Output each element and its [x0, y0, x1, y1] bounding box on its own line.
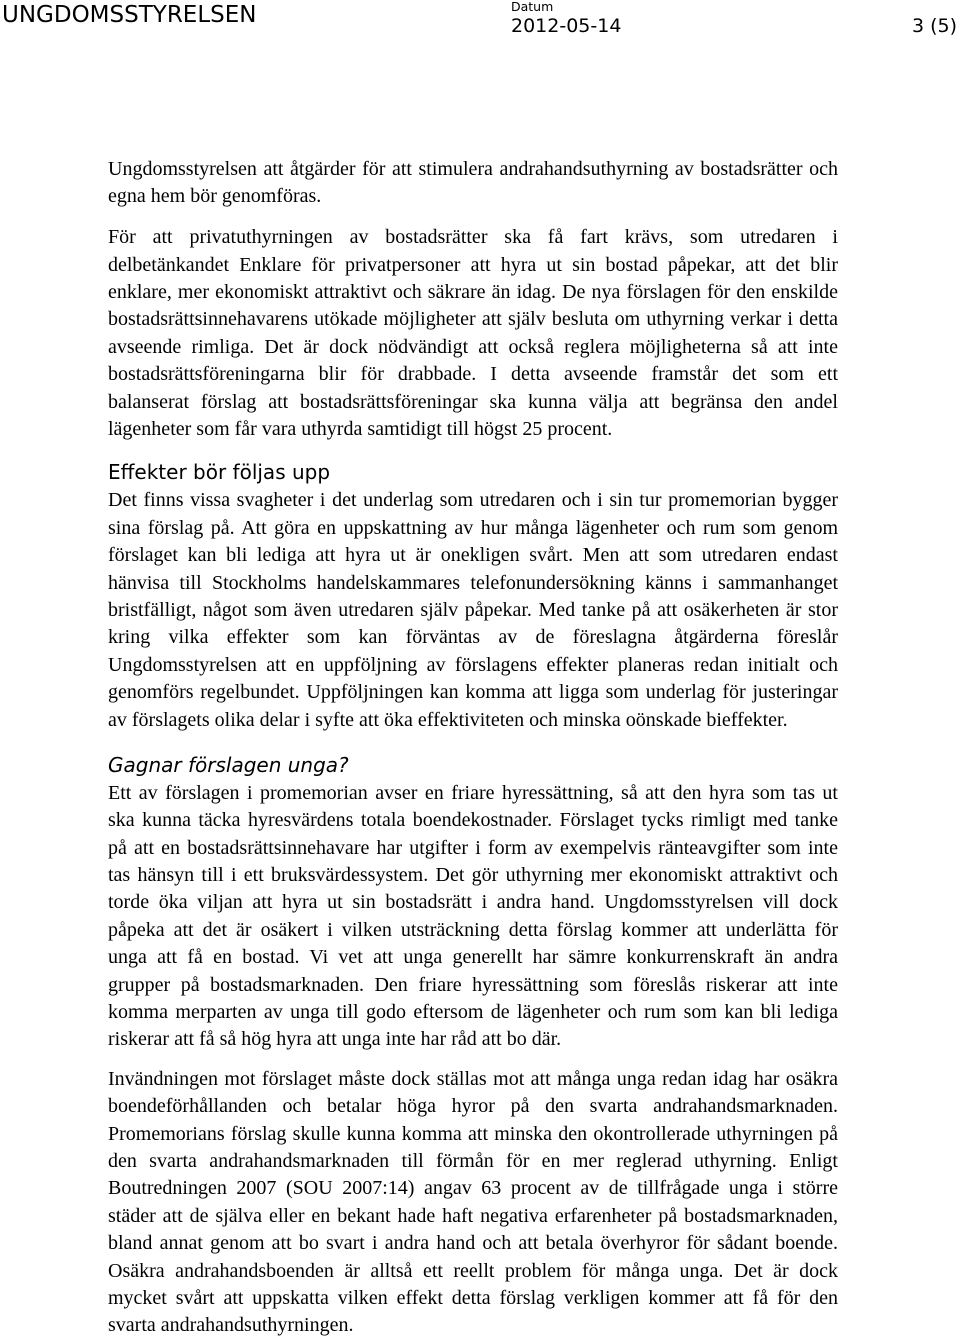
text-line: hänvisa till Stockholms handelskammares telefonundersökning känns i sammanhanget	[108, 571, 838, 594]
text-line: Boutredningen 2007 (SOU 2007:14) angav 63 procent av de tillfrågade unga i större	[108, 1177, 838, 1200]
text-line: Promemorians förslag skulle kunna komma att minska den okontrollerade uthyrningen på	[108, 1122, 838, 1145]
text-line: Ett av förslagen i promemorian avser en friare hyressättning, så att den hyra som tas ut	[108, 781, 838, 804]
text-line: bostadsrättsinnehavarens utökade möjligheter att själv besluta om uthyrning verkar i detta	[108, 308, 838, 331]
text-line: För att privatuthyrningen av bostadsrätter ska få fart krävs, som utredaren i	[108, 226, 838, 249]
document-date: 2012-05-14	[511, 15, 622, 37]
text-line: boendeförhållanden och betalar höga hyror på den svarta andrahandsmarknaden.	[108, 1095, 838, 1118]
text-line: på att en bostadsrättsinnehavare har utgifter i form av exempelvis ränteavgifter som inte	[108, 836, 838, 859]
text-line: avseende rimliga. Det är dock nödvändigt att också reglera möjligheterna så att inte	[108, 335, 838, 358]
text-line: påpeka att det är osäkert i vilken utsträckning detta förslag kommer att underlätta för	[108, 918, 838, 941]
text-line: den svarta andrahandsmarknaden till förmån för en mer reglerad uthyrning. Enligt	[108, 1150, 838, 1172]
paragraph-invandningen	[108, 1066, 838, 1340]
text-line: grupper på bostadsmarknaden. Den friare hyressättning som föreslås riskerar att inte	[108, 973, 838, 996]
text-line: bostadsrättsföreningarna blir för drabbade. I detta avseende framstår det som ett	[108, 363, 838, 386]
page-number: 3 (5)	[911, 15, 957, 37]
organization-name: UNGDOMSSTYRELSEN	[2, 2, 257, 28]
text-line: tas hänsyn till i ett bruksvärdessystem. Det gör uthyrning mer ekonomiskt attraktivt och	[108, 864, 838, 887]
text-line: Ungdomsstyrelsen att åtgärder för att stimulera andrahandsuthyrning av bostadsrätter och	[108, 158, 838, 180]
date-label: Datum	[511, 0, 554, 14]
text-line: Invändningen mot förslaget måste dock ställas mot att många unga redan idag har osäkra	[108, 1067, 838, 1090]
text-line: Det finns vissa svagheter i det underlag som utredaren och i sin tur promemorian bygger	[108, 489, 838, 512]
paragraph-intro	[108, 156, 838, 211]
text-line: riskerar att få så hög hyra att unga inte har råd att bo där.	[108, 1028, 562, 1051]
text-line: delbetänkandet Enklare för privatpersoner att hyra ut sin bostad påpekar, att det blir	[108, 253, 838, 276]
text-line: förslaget kan bli lediga att hyra ut är onekligen svårt. Men att som utredaren endast	[108, 544, 838, 567]
text-line: genomförs regelbundet. Uppföljningen kan komma att ligga som underlag för justeringar	[108, 681, 838, 704]
text-line: lägenheter som får vara uthyrda samtidigt till högst 25 procent.	[108, 418, 613, 441]
text-line: bristfälligt, något som även utredaren själv påpekar. Med tanke på att osäkerheten är stor	[108, 598, 838, 621]
paragraph-privatuthyrning	[108, 224, 838, 443]
text-line: bland annat genom att bo svart i andra hand och att betala överhyror för sådant boende.	[108, 1232, 838, 1255]
text-line: balanserat förslag att bostadsrättsföreningar ska kunna välja att begränsa den andel	[108, 390, 838, 413]
text-line: egna hem bör genomföras.	[108, 185, 322, 208]
text-line: Ungdomsstyrelsen att en uppföljning av förslagens effekter planeras redan initialt och	[108, 653, 838, 676]
document-body	[108, 156, 838, 1340]
text-line: komma merparten av unga till godo eftersom de lägenheter och rum som kan bli lediga	[108, 1001, 838, 1024]
text-line: sina förslag på. Att göra en uppskattning av hur många lägenheter och rum som genom	[108, 516, 838, 539]
text-line: städer att de själva eller en bekant hade haft negativa erfarenheter på bostadsmarknaden,	[108, 1204, 838, 1227]
text-line: svarta andrahandsuthyrningen.	[108, 1314, 354, 1337]
text-line: torde öka viljan att hyra ut sin bostadsrätt i andra hand. Ungdomsstyrelsen vill dock	[108, 891, 838, 914]
section-heading-gagnar: Gagnar förslagen unga?	[108, 752, 349, 777]
paragraph-hyressattning	[108, 780, 838, 1054]
text-line: ska kunna täcka hyresvärdens totala boendekostnader. Förslaget tycks rimligt med tanke	[108, 809, 838, 832]
text-line: unga att få en bostad. Vi vet att unga generellt har sämre konkurrenskraft än andra	[108, 946, 838, 969]
paragraph-effekter	[108, 487, 838, 734]
text-line: enklare, mer ekonomiskt attraktivt och säkrare än idag. De nya förslagen för den enskilde	[108, 281, 838, 304]
text-line: Osäkra andrahandsboenden är alltså ett reellt problem för många unga. Det är dock	[108, 1259, 838, 1282]
text-line: av förslagets olika delar i syfte att öka effektiviteten och minska oönskade bieffekter.	[108, 708, 788, 731]
section-heading-effekter: Effekter bör följas upp	[108, 460, 331, 485]
text-line: kring vilka effekter som kan förväntas av de föreslagna åtgärderna föreslår	[108, 626, 838, 649]
text-line: mycket svårt att uppskatta vilken effekt detta förslag verkligen kommer att få för den	[108, 1286, 838, 1309]
